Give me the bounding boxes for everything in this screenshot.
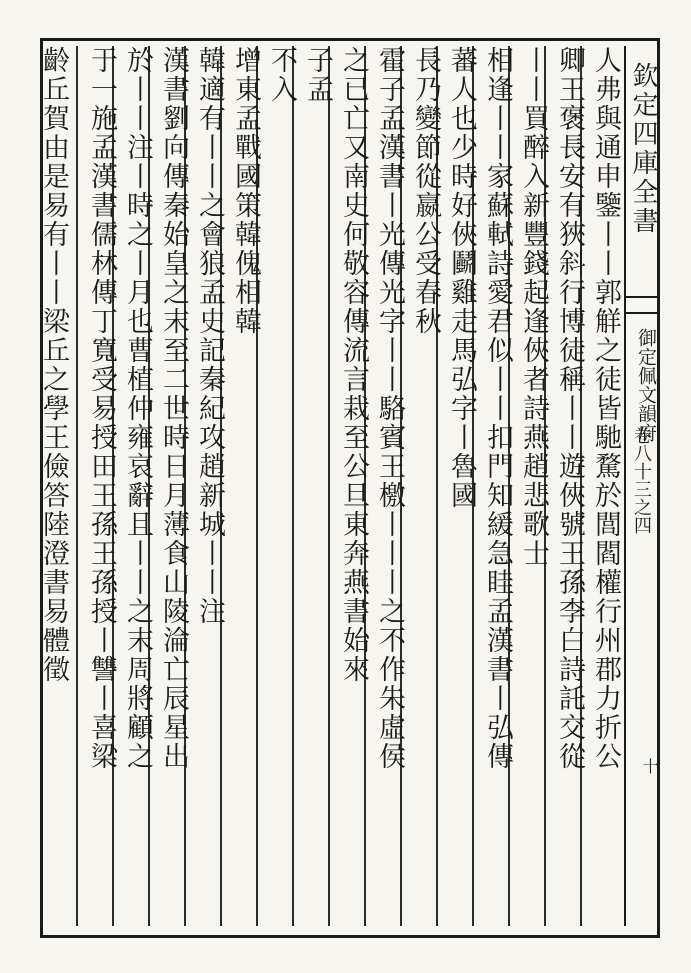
volume-number: 卷八十三之四 — [631, 426, 652, 534]
text-column-15: 于一施孟漢書儒林傳丁寬受易授田王孫王孫授丨讐丨喜梁 — [86, 46, 117, 771]
text-column-5: 蕃人也少時好俠鬬雞走馬弘字丨魯國 — [446, 46, 477, 510]
text-column-2: 卿王褒長安有狹斜行博徒稱丨丨遊俠號王孫李白詩託交從 — [554, 46, 585, 771]
text-column-9: 子孟 — [302, 46, 333, 104]
text-column-16: 齡丘賀由是易有丨丨梁丘之學王儉答陸澄書易體徵 — [38, 46, 69, 684]
text-column-14: 於丨丨注丨時之丨月也曹植仲雍哀辭且丨丨之末周將顧之 — [122, 46, 153, 771]
text-column-11: 增東孟戰國策韓傀相韓 — [230, 46, 261, 336]
text-column-13: 漢書劉向傳秦始皇之末至二世時日月薄食山陵淪亡辰星出 — [158, 46, 189, 771]
fish-tail-ornament — [624, 296, 660, 314]
book-title: 欽定四庫全書 — [628, 62, 658, 236]
text-column-6: 長乃變節從嬴公受春秋 — [410, 46, 441, 336]
text-column-7: 霍子孟漢書丨光傳光字丨丨駱賓王檄丨丨丨之不作朱虛侯 — [374, 46, 405, 771]
book-subtitle: 御定佩文韻府 — [635, 328, 657, 442]
text-column-3: 丨丨買醉入新豐錢起逢俠者詩燕趙悲歌士 — [518, 46, 549, 568]
column-divider — [76, 46, 78, 926]
text-column-10: 不入 — [266, 46, 297, 104]
page-mark: 十 — [640, 758, 659, 774]
text-column-12: 韓適有丨丨之會狼孟史記秦紀攻趙新城丨丨注 — [194, 46, 225, 626]
text-column-1: 人弗與通申鑒丨丨郭觧之徒皆馳騖於閭閻權行州郡力折公 — [590, 46, 621, 771]
text-column-8: 之已亡又南史何敬容傳流言栽至公旦東奔燕書始來 — [338, 46, 369, 684]
text-column-4: 相逢丨丨家蘇軾詩愛君似丨丨扣門知緩急眭孟漢書丨弘傳 — [482, 46, 513, 771]
